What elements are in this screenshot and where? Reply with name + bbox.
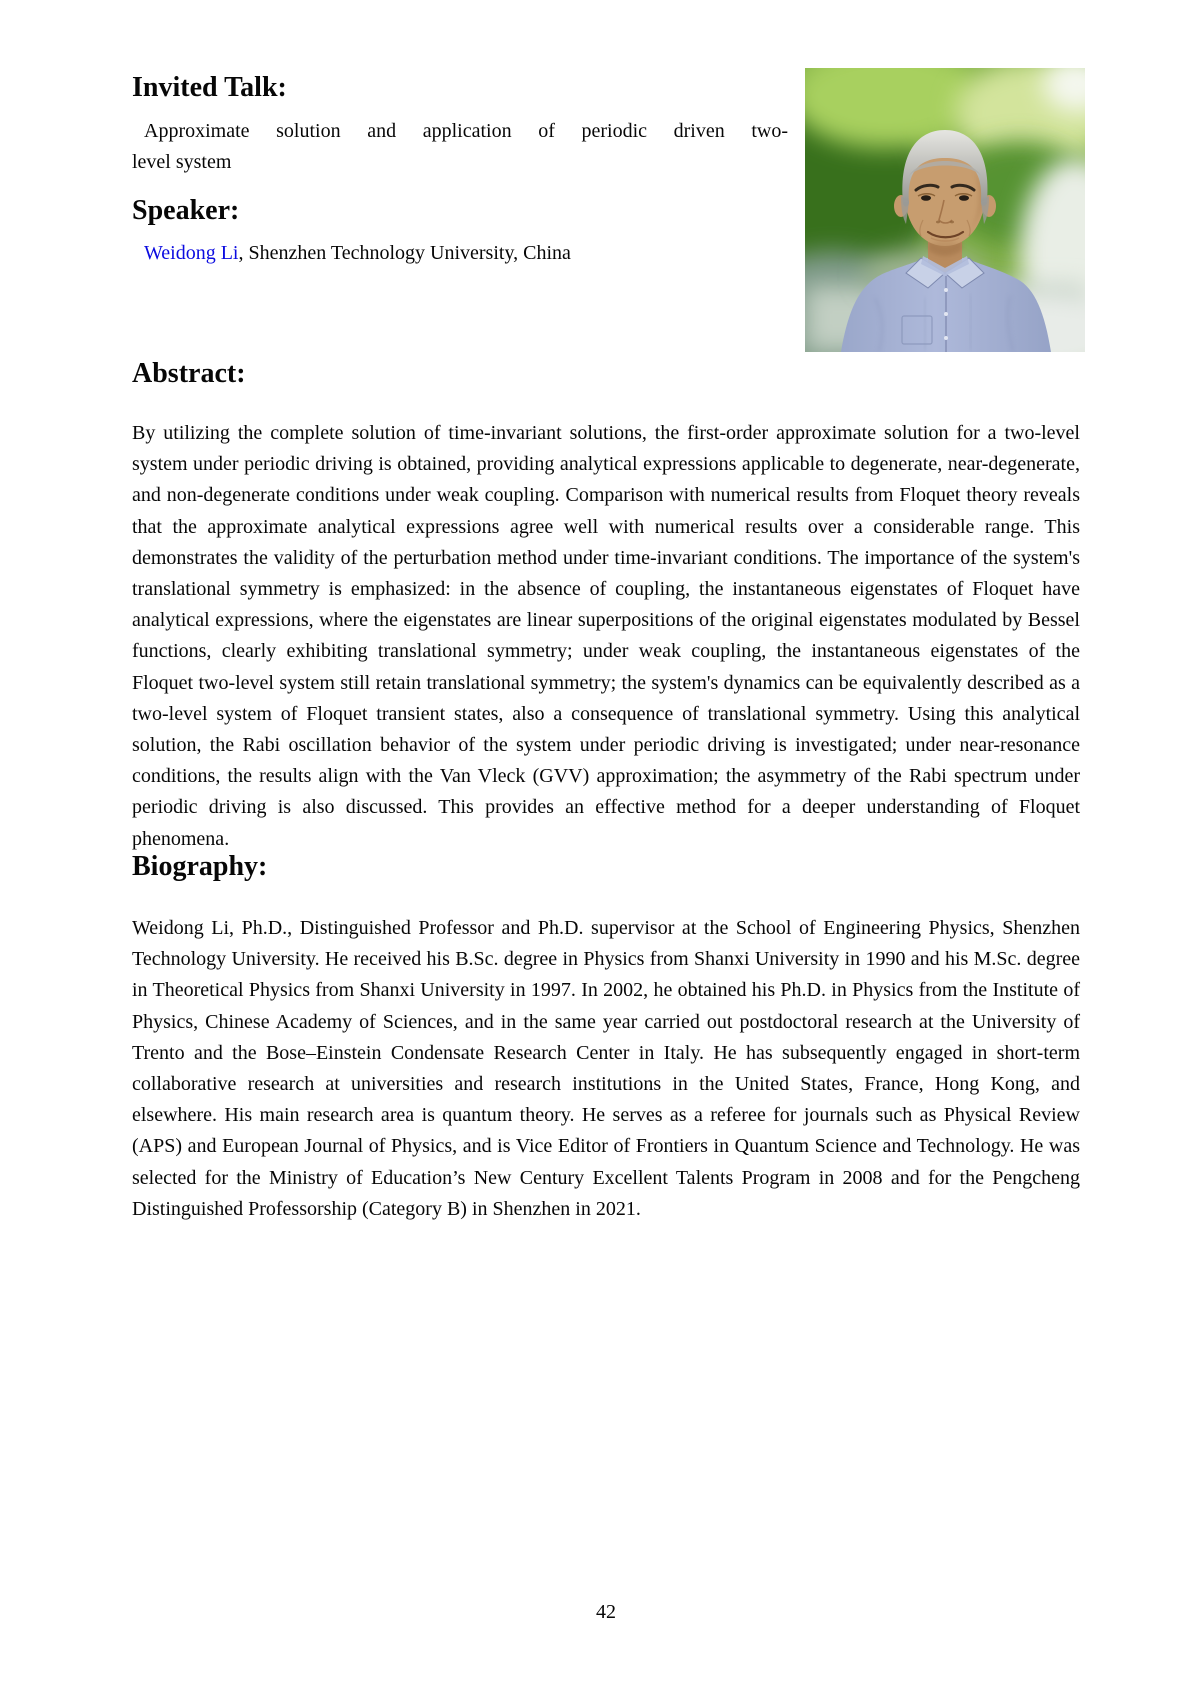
biography-text: Weidong Li, Ph.D., Distinguished Professor and Ph.D. supervisor at the School of Engineering Physics, Shenzhen Technology University. He received his B.Sc. degree in Physics from Shanxi University in 1990 and his M.Sc. degree in Theoretical Physics from Shanxi University in 1997. In 2002, he obtained his Ph.D. in Physics from the Institute of Physics, Chinese Academy of Sciences, and in the same year carried out postdoctoral research at the University of Trento and the Bose–Einstein Condensate Research Center in Italy. He has subsequently engaged in short-term collaborative research at universities and research institutions in the United States, France, Hong Kong, and elsewhere. His main research area is quantum theory. He serves as a referee for journals such as Physical Review (APS) and European Journal of Physics, and is Vice Editor of Frontiers in Quantum Science and Technology. He was selected for the Ministry of Education’s New Century Excellent Talents Program in 2008 and for the Pengcheng Distinguished Professorship (Category B) in Shenzhen in 2021. <box>132 917 1080 1220</box>
invited-talk-heading: Invited Talk: <box>132 72 287 103</box>
talk-title-line1: Approximate solution and application of periodic driven two- <box>144 120 788 142</box>
talk-title <box>132 116 788 178</box>
biography-heading: Biography: <box>132 851 268 882</box>
speaker-photo <box>805 68 1085 352</box>
abstract-text: By utilizing the complete solution of time-invariant solutions, the first-order approximate solution for a two-level system under periodic driving is obtained, providing analytical expressions applicable to degenerate, near-degenerate, and non-degenerate conditions under weak coupling. Comparison with numerical results from Floquet theory reveals that the approximate analytical expressions agree well with numerical results over a considerable range. This demonstrates the validity of the perturbation method under time-invariant conditions. The importance of the system's translational symmetry is emphasized: in the absence of coupling, the instantaneous eigenstates of Floquet have analytical expressions, where the eigenstates are linear superpositions of the original eigenstates modulated by Bessel functions, clearly exhibiting translational symmetry; under weak coupling, the instantaneous eigenstates of the Floquet two-level system still retain translational symmetry; the system's dynamics can be equivalently described as a two-level system of Floquet transient states, also a consequence of translational symmetry. Using this analytical solution, the Rabi oscillation behavior of the system under periodic driving is investigated; under near-resonance conditions, the results align with the Van Vleck (GVV) approximation; the asymmetry of the Rabi spectrum under periodic driving is also discussed. This provides an effective method for a deeper understanding of Floquet phenomena. <box>132 422 1080 850</box>
page-number: 42 <box>596 1601 616 1623</box>
talk-title-line2: level system <box>132 151 232 174</box>
speaker-heading: Speaker: <box>132 195 240 226</box>
speaker-line <box>132 238 852 269</box>
speaker-affiliation: , Shenzhen Technology University, China <box>238 242 571 264</box>
abstract-heading: Abstract: <box>132 358 246 389</box>
speaker-name-link[interactable]: Weidong Li <box>144 242 239 264</box>
